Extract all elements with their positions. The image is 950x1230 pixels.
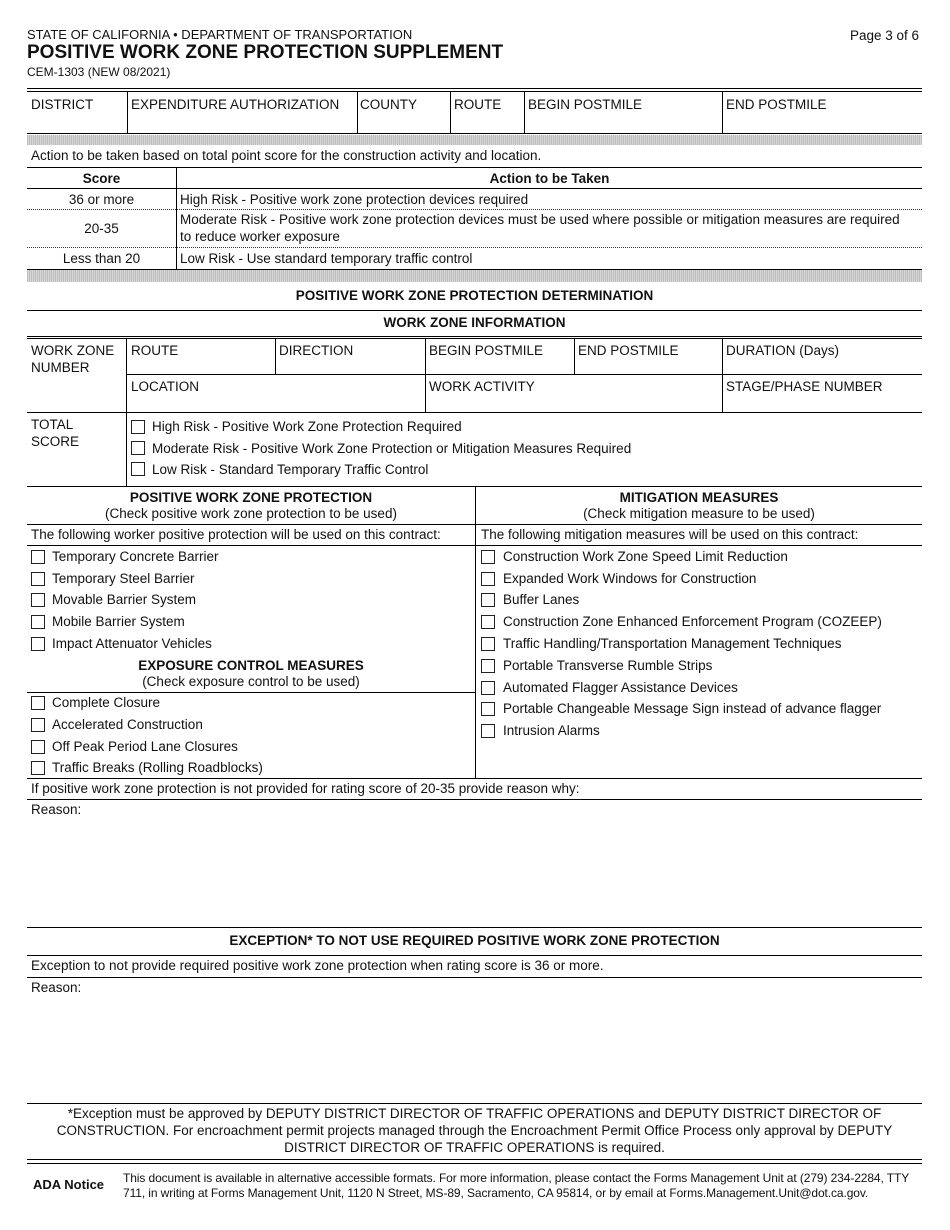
exposure-checkbox-1[interactable]	[31, 696, 45, 710]
pwzp-item-5: Impact Attenuator Vehicles	[52, 636, 212, 651]
mitigation-checkbox-8[interactable]	[481, 702, 495, 716]
score-col-header: Score	[82, 171, 121, 186]
mitigation-subtitle: (Check mitigation measure to be used)	[583, 506, 815, 521]
exception-prompt: Exception to not provide required positive work zone protection when rating score is 36 or more.	[31, 958, 604, 973]
exposure-checkbox-3[interactable]	[31, 740, 45, 754]
work-zone-info-title: WORK ZONE INFORMATION	[383, 315, 566, 330]
form-number: CEM-1303 (NEW 08/2021)	[27, 65, 171, 79]
mitigation-intro: The following mitigation measures will be used on this contract:	[481, 527, 859, 542]
mitigation-item-1: Construction Work Zone Speed Limit Reduction	[503, 549, 788, 564]
mitigation-checkbox-6[interactable]	[481, 659, 495, 673]
total-score-label: TOTAL SCORE	[31, 417, 80, 449]
pwzp-intro: The following worker positive protection will be used on this contract:	[31, 527, 441, 542]
score-row-2-score: 20-35	[84, 221, 119, 236]
risk-moderate-checkbox[interactable]	[131, 441, 145, 455]
exception-reason-label: Reason:	[31, 980, 82, 995]
pwzp-item-3: Movable Barrier System	[52, 592, 197, 607]
risk-low-checkbox[interactable]	[131, 462, 145, 476]
determination-title: POSITIVE WORK ZONE PROTECTION DETERMINATION	[295, 288, 654, 303]
score-row-1-action: High Risk - Positive work zone protection devices required	[180, 192, 529, 207]
reason-input[interactable]	[27, 820, 922, 925]
page-number: Page 3 of 6	[850, 28, 920, 43]
field-district[interactable]: DISTRICT	[31, 97, 94, 112]
exposure-item-2: Accelerated Construction	[52, 717, 203, 732]
field-county[interactable]: COUNTY	[360, 97, 417, 112]
mitigation-checkbox-7[interactable]	[481, 681, 495, 695]
pwzp-item-2: Temporary Steel Barrier	[52, 571, 195, 586]
wz-direction[interactable]: DIRECTION	[279, 343, 354, 358]
exception-footnote: *Exception must be approved by DEPUTY DISTRICT DIRECTOR OF TRAFFIC OPERATIONS and DEPUTY DISTRICT DIRECTOR OF CONSTRUCTION. For encroachment permit projects managed through the Encroachment Permit Office Process only approval by DEPUTY DISTRICT DIRECTOR OF TRAFFIC OPERATIONS is required.	[56, 1106, 893, 1155]
wz-location[interactable]: LOCATION	[131, 379, 200, 394]
score-row-1-score: 36 or more	[68, 192, 135, 207]
field-end-postmile[interactable]: END POSTMILE	[726, 97, 827, 112]
exposure-checkbox-2[interactable]	[31, 718, 45, 732]
risk-high-label: High Risk - Positive Work Zone Protection Required	[152, 419, 462, 434]
pwzp-checkbox-5[interactable]	[31, 637, 45, 651]
mitigation-checkbox-4[interactable]	[481, 615, 495, 629]
score-row-3-score: Less than 20	[62, 251, 141, 266]
pwzp-checkbox-2[interactable]	[31, 572, 45, 586]
exposure-item-4: Traffic Breaks (Rolling Roadblocks)	[52, 760, 263, 775]
mitigation-item-6: Portable Transverse Rumble Strips	[503, 658, 713, 673]
mitigation-item-5: Traffic Handling/Transportation Management Techniques	[503, 636, 842, 651]
pwzp-checkbox-4[interactable]	[31, 615, 45, 629]
form-title: POSITIVE WORK ZONE PROTECTION SUPPLEMENT	[27, 42, 504, 63]
wz-end-postmile[interactable]: END POSTMILE	[578, 343, 679, 358]
score-row-2-action: Moderate Risk - Positive work zone protection devices must be used where possible or mitigation measures are required to reduce worker exposure	[180, 212, 900, 244]
agency-name: STATE OF CALIFORNIA • DEPARTMENT OF TRANSPORTATION	[27, 27, 413, 42]
field-begin-postmile[interactable]: BEGIN POSTMILE	[528, 97, 643, 112]
wz-stage-phase[interactable]: STAGE/PHASE NUMBER	[726, 379, 883, 394]
mitigation-title: MITIGATION MEASURES	[619, 490, 779, 505]
mitigation-checkbox-1[interactable]	[481, 550, 495, 564]
pwzp-subtitle: (Check positive work zone protection to be used)	[105, 506, 397, 521]
score-table-intro: Action to be taken based on total point score for the construction activity and location.	[31, 148, 542, 163]
pwzp-item-1: Temporary Concrete Barrier	[52, 549, 219, 564]
mitigation-item-9: Intrusion Alarms	[503, 723, 600, 738]
exposure-item-1: Complete Closure	[52, 695, 161, 710]
wz-route[interactable]: ROUTE	[131, 343, 179, 358]
mitigation-item-3: Buffer Lanes	[503, 592, 580, 607]
field-expenditure-authorization[interactable]: EXPENDITURE AUTHORIZATION	[131, 97, 340, 112]
mitigation-item-4: Construction Zone Enhanced Enforcement Program (COZEEP)	[503, 614, 882, 629]
score-row-3-action: Low Risk - Use standard temporary traffic control	[180, 251, 473, 266]
exposure-title: EXPOSURE CONTROL MEASURES	[138, 658, 364, 673]
pwzp-item-4: Mobile Barrier System	[52, 614, 185, 629]
mitigation-item-7: Automated Flagger Assistance Devices	[503, 680, 738, 695]
mitigation-checkbox-5[interactable]	[481, 637, 495, 651]
mitigation-checkbox-3[interactable]	[481, 593, 495, 607]
exposure-checkbox-4[interactable]	[31, 761, 45, 775]
pwzp-checkbox-3[interactable]	[31, 593, 45, 607]
reason-prompt: If positive work zone protection is not provided for rating score of 20-35 provide reason why:	[31, 781, 580, 796]
exposure-subtitle: (Check exposure control to be used)	[142, 674, 360, 689]
mitigation-item-8: Portable Changeable Message Sign instead of advance flagger	[503, 701, 882, 716]
mitigation-item-2: Expanded Work Windows for Construction	[503, 571, 757, 586]
wz-duration[interactable]: DURATION (Days)	[726, 343, 839, 358]
pwzp-checkbox-1[interactable]	[31, 550, 45, 564]
field-route[interactable]: ROUTE	[454, 97, 502, 112]
wz-work-activity[interactable]: WORK ACTIVITY	[429, 379, 535, 394]
ada-notice-text: This document is available in alternative accessible formats. For more information, please contact the Forms Management Unit at (279) 234-2284, TTY 711, in writing at Forms Management Unit, 1120 N Street, MS-89, Sacramento, CA 95814, or by email at Forms.Management.Unit@dot.ca.gov.	[123, 1171, 909, 1200]
risk-moderate-label: Moderate Risk - Positive Work Zone Protection or Mitigation Measures Required	[152, 441, 632, 456]
mitigation-checkbox-2[interactable]	[481, 572, 495, 586]
exception-reason-input[interactable]	[27, 998, 922, 1098]
risk-low-label: Low Risk - Standard Temporary Traffic Control	[152, 462, 429, 477]
reason-label: Reason:	[31, 802, 82, 817]
wz-begin-postmile[interactable]: BEGIN POSTMILE	[429, 343, 544, 358]
field-work-zone-number[interactable]: WORK ZONE NUMBER	[31, 343, 115, 375]
exception-title: EXCEPTION* TO NOT USE REQUIRED POSITIVE WORK ZONE PROTECTION	[229, 933, 720, 948]
exposure-item-3: Off Peak Period Lane Closures	[52, 739, 238, 754]
pwzp-title: POSITIVE WORK ZONE PROTECTION	[129, 490, 373, 505]
mitigation-checkbox-9[interactable]	[481, 724, 495, 738]
action-col-header: Action to be Taken	[489, 171, 610, 186]
ada-label: ADA Notice	[33, 1177, 105, 1192]
risk-high-checkbox[interactable]	[131, 420, 145, 434]
